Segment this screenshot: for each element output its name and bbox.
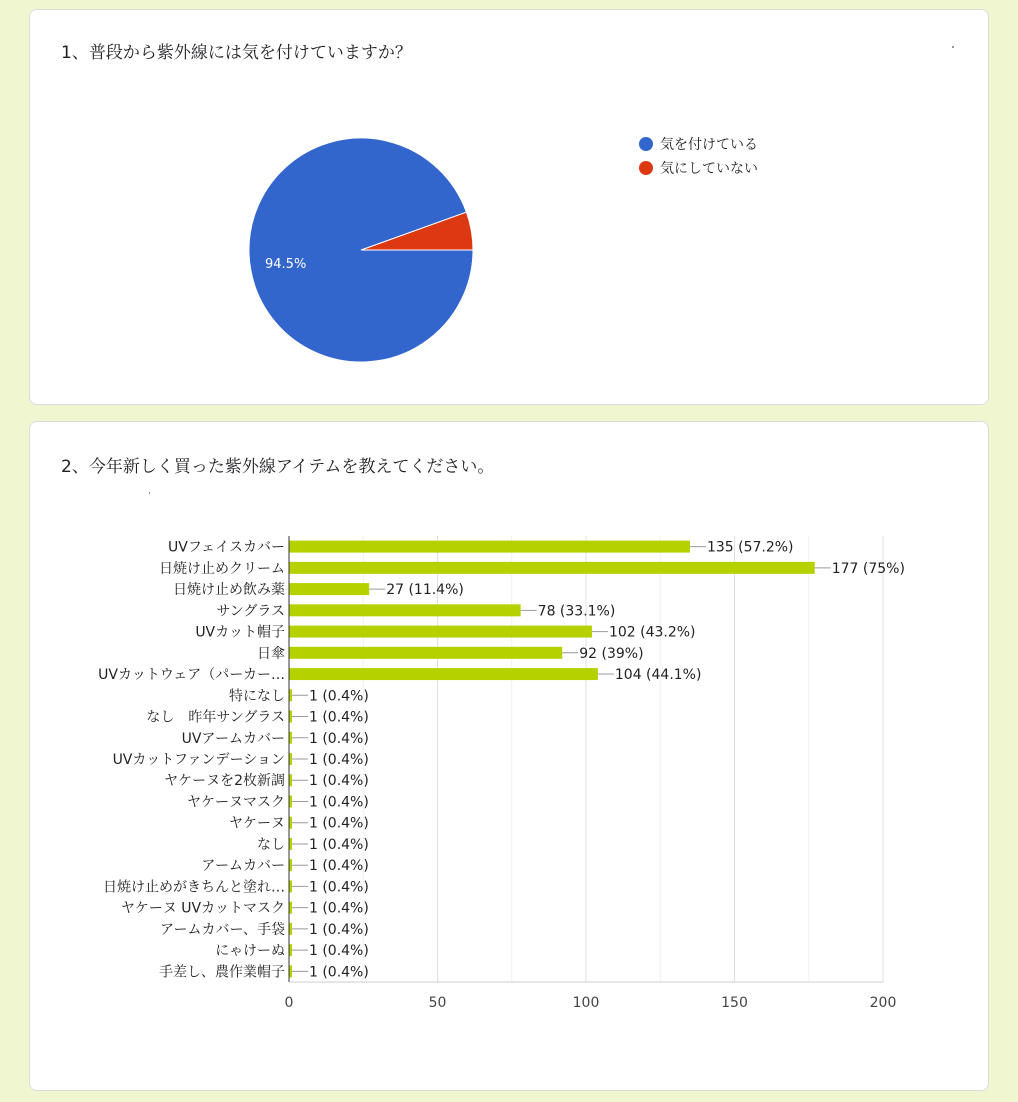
bar [289,626,592,638]
bar [289,562,815,574]
data-label: 135 (57.2%) [706,539,794,556]
data-label: 27 (11.4%) [386,582,464,599]
category-label: にゃけーぬ [215,943,285,960]
data-label: 1 (0.4%) [308,858,369,875]
category-label: UVカットウェア（パーカー… [98,667,285,684]
category-label: ヤケーヌマスク [187,794,285,811]
data-label: 1 (0.4%) [308,709,369,726]
x-tick-label: 150 [721,995,748,1011]
data-label: 1 (0.4%) [308,794,369,811]
bar-chart [30,422,988,1090]
data-label: 104 (44.1%) [614,667,702,684]
data-label: 1 (0.4%) [308,879,369,896]
question2-title: 2、今年新しく買った紫外線アイテムを教えてください。 [61,457,495,477]
category-label: 手差し、農作業帽子 [159,964,285,981]
category-label: UVカットファンデーション [112,752,285,768]
x-tick-label: 100 [572,995,600,1011]
category-label: UVカット帽子 [195,624,285,641]
data-label: 177 (75%) [831,560,905,577]
category-label: ヤケーヌ UVカットマスク [120,900,285,917]
data-label: 1 (0.4%) [308,688,369,705]
category-label: 日焼け止めがきちんと塗れ… [103,879,285,896]
question1-title: 1、普段から紫外線には気を付けていますか？ [61,43,412,63]
category-label: アームカバー、手袋 [159,921,285,938]
category-label: 特になし [229,688,285,705]
category-label: 日焼け止めクリーム [159,560,285,577]
category-label: サングラス [216,603,285,620]
data-label: 1 (0.4%) [308,964,369,981]
data-label: 1 (0.4%) [308,730,369,747]
x-tick-label: 0 [284,995,294,1011]
pie-slice-0 [249,138,473,362]
category-label: 日傘 [257,645,285,662]
category-label: アームカバー [201,858,285,875]
question1-card [29,9,989,405]
bar [289,647,562,659]
data-label: 1 (0.4%) [308,815,369,832]
category-label: UVフェイスカバー [168,539,285,556]
data-label: 92 (39%) [579,645,644,662]
data-label: 1 (0.4%) [308,921,369,938]
category-label: なし [257,836,285,853]
category-label: 日焼け止め飲み薬 [173,582,285,599]
pie-chart [30,10,988,404]
legend-label-1: 気にしていない [660,161,758,177]
data-label: 1 (0.4%) [308,773,369,790]
category-label: ヤケーヌ [229,815,285,832]
category-label: なし 昨年サングラス [146,709,285,726]
bar [289,604,521,616]
legend-marker-1 [639,161,653,175]
data-label: 1 (0.4%) [308,900,369,917]
legend-label-0: 気を付けている [660,137,758,153]
data-label: 1 (0.4%) [308,836,369,853]
question2-card [29,421,989,1091]
bar [289,583,369,595]
data-label: 78 (33.1%) [537,603,616,620]
x-tick-label: 200 [869,995,897,1011]
data-label: 1 (0.4%) [308,752,369,768]
x-tick-label: 50 [428,995,447,1011]
category-label: UVアームカバー [181,730,285,747]
data-label: 102 (43.2%) [608,624,696,641]
bar [289,668,598,680]
data-label: 1 (0.4%) [308,943,369,960]
pie-slice-label: 94.5% [265,257,307,272]
bar [289,541,690,553]
category-label: ヤケーヌを2枚新調 [164,773,285,790]
legend-marker-0 [639,137,653,151]
